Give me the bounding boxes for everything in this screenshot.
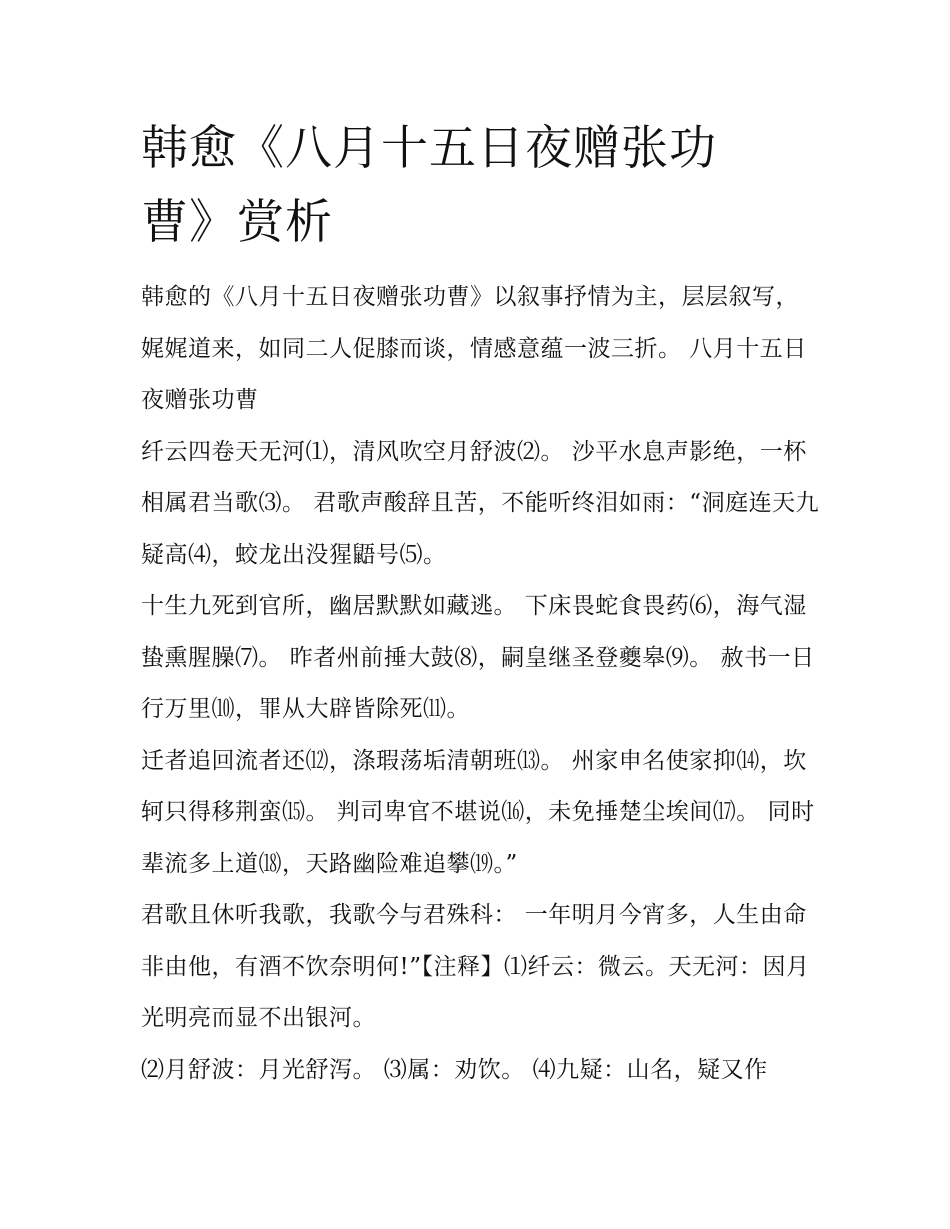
document-page (141, 112, 821, 1096)
paragraph-poem-1: 纤云四卷天无河⑴，清风吹空月舒波⑵。 沙平水息声影绝，一杯相属君当歌⑶。 君歌声酸辞且苦，不能听终泪如雨：“洞庭连天九疑高⑷，蛟龙出没猩鼯号⑸。 (141, 438, 820, 568)
paragraph-notes: ⑵月舒波：月光舒泻。 ⑶属：劝饮。 ⑷九疑：山名，疑又作 (141, 1056, 768, 1083)
document-title: 韩愈《八月十五日夜赠张功曹》赏析 (141, 121, 717, 250)
document-body (141, 272, 821, 1096)
paragraph-poem-4-notes: 君歌且休听我歌，我歌今与君殊科： 一年明月今宵多，人生由命非由他，有酒不饮奈明何!”【注释】⑴纤云：微云。天无河：因月光明亮而显不出银河。 (141, 902, 810, 1031)
paragraph-poem-2: 十生九死到官所，幽居默默如藏逃。 下床畏蛇食畏药⑹，海气湿蛰熏腥臊⑺。 昨者州前捶大鼓⑻，嗣皇继圣登夔皋⑼。 赦书一日行万里⑽，罪从大辟皆除死⑾。 (141, 593, 815, 722)
paragraph-poem-3: 迁者追回流者还⑿，涤瑕荡垢清朝班⒀。 州家申名使家抑⒁，坎轲只得移荆蛮⒂。 判司卑官不堪说⒃，未免捶楚尘埃间⒄。 同时辈流多上道⒅，天路幽险难追攀⒆。” (141, 747, 815, 877)
paragraph-intro: 韩愈的《八月十五日夜赠张功曹》以叙事抒情为主，层层叙写，娓娓道来，如同二人促膝而谈，情感意蕴一波三折。 八月十五日夜赠张功曹 (141, 284, 807, 413)
